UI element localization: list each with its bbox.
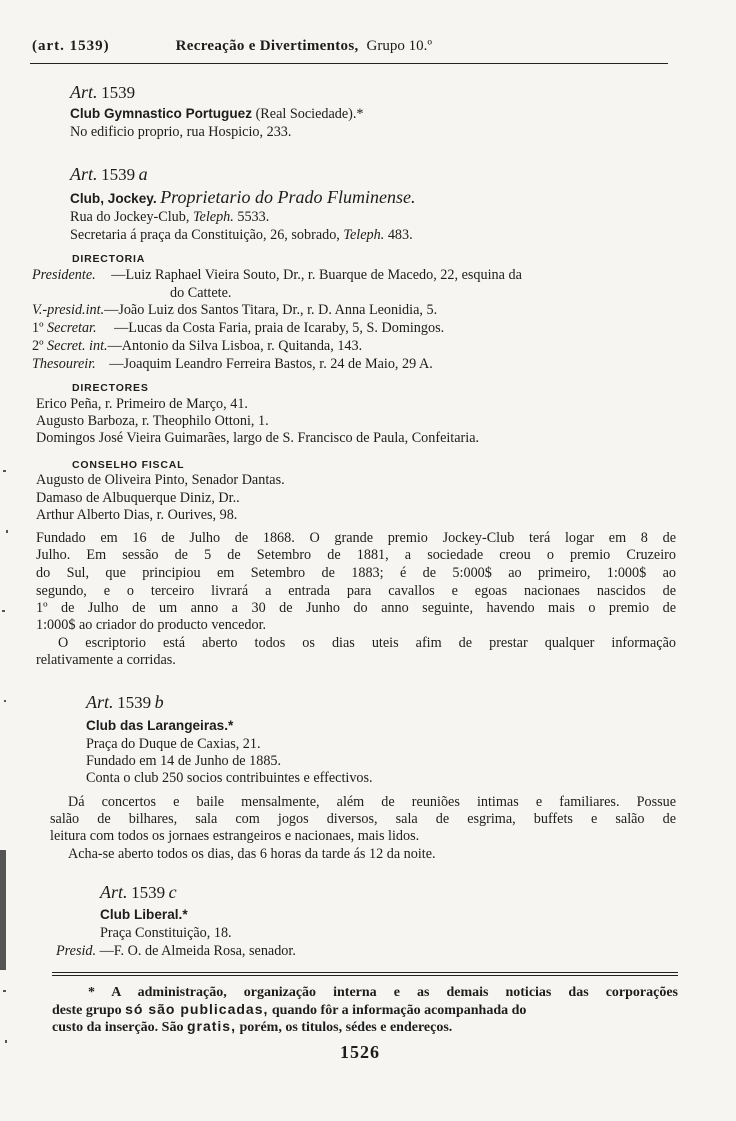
history-paragraph-line: 1:000$ ao criador do producto vencedor.	[36, 617, 267, 633]
section-title-directoria: DIRECTORIA	[72, 253, 146, 265]
footnote-line: custo da inserção. São gratis, porém, os titulos, sédes e endereços.	[52, 1018, 453, 1035]
article-heading: Art. 1539 b	[86, 692, 164, 712]
scan-edge-noise	[0, 90, 14, 1090]
header-article-ref: (art. 1539)	[32, 38, 110, 54]
officer-line: 1º Secretar. —Lucas da Costa Faria, praia de Icaraby, 5, S. Domingos.	[32, 320, 445, 336]
header-section-title: Recreação e Divertimentos,	[175, 38, 359, 54]
address-line: Praça do Duque de Caxias, 21.	[86, 736, 261, 752]
article-heading: Art. 1539	[70, 82, 136, 102]
history-paragraph-line: segundo, e o terceiro livrará a entrada para cavallos e egoas nacionaes nascidos de	[36, 583, 676, 599]
founded-line: Fundado em 14 de Junho de 1885.	[86, 753, 282, 769]
address-line: Praça Constituição, 18.	[100, 925, 232, 941]
officer-line: 2º Secret. int.—Antonio da Silva Lisboa, r. Quitanda, 143.	[32, 338, 363, 354]
club-name: Club Gymnastico Portuguez (Real Sociedade).*	[70, 106, 364, 122]
club-name: Club Liberal.*	[100, 907, 188, 922]
director-line: Domingos José Vieira Guimarães, largo de S. Francisco de Paula, Confeitaria.	[36, 430, 480, 446]
section-title-directores: DIRECTORES	[72, 382, 149, 394]
history-paragraph-line: Fundado em 16 de Julho de 1868. O grande premio Jockey-Club terá logar em 8 de	[36, 530, 676, 546]
footnote-line: deste grupo só são publicadas, quando fôr a informação acompanhada do	[52, 1001, 527, 1018]
activities-paragraph-line: Dá concertos e baile mensalmente, além de reuniões intimas e familiares. Possue	[68, 794, 676, 810]
section-title-conselho: CONSELHO FISCAL	[72, 459, 185, 471]
club-name: Club das Larangeiras.*	[86, 718, 234, 733]
history-paragraph-line: 1º de Julho de um anno a 30 de Junho do anno seguinte, havendo mais o premio de	[36, 600, 676, 616]
officer-line: V.-presid.int.—João Luiz dos Santos Titara, Dr., r. D. Anna Leonidia, 5.	[32, 302, 438, 318]
activities-paragraph-line: salão de bilhares, sala com jogos diversos, sala de esgrima, buffets e salão de	[50, 811, 676, 827]
header-rule	[30, 63, 668, 64]
footnote-line: * A administração, organização interna e as demais noticias das corporações	[88, 985, 678, 1000]
article-heading: Art. 1539 c	[100, 882, 177, 902]
history-paragraph-line: do Sul, que principiou em Setembro de 1883; é de 5:000$ ao primeiro, 1:000$ ao	[36, 565, 676, 581]
office-paragraph-line: O escriptorio está aberto todos os dias uteis afim de prestar qualquer informação	[58, 635, 676, 651]
council-line: Damaso de Albuquerque Diniz, Dr..	[36, 490, 240, 506]
article-heading: Art. 1539 a	[70, 164, 148, 184]
activities-paragraph-line: leitura com todos os jornaes estrangeiros e nacionaes, mais lidos.	[50, 828, 420, 844]
officer-line: Presidente. —Luiz Raphael Vieira Souto, Dr., r. Buarque de Macedo, 22, esquina da	[32, 267, 522, 283]
footnote-rule	[52, 972, 678, 973]
council-line: Augusto de Oliveira Pinto, Senador Dantas.	[36, 472, 285, 488]
president-line: Presid. —F. O. de Almeida Rosa, senador.	[56, 943, 296, 959]
members-line: Conta o club 250 socios contribuintes e effectivos.	[86, 770, 373, 786]
address-line: No edificio proprio, rua Hospicio, 233.	[70, 124, 292, 140]
office-paragraph-line: relativamente a corridas.	[36, 652, 176, 668]
club-name: Club, Jockey. Proprietario do Prado Fluminense.	[70, 187, 416, 207]
secretariat-line: Secretaria á praça da Constituição, 26, sobrado, Teleph. 483.	[70, 227, 413, 243]
officer-line: Thesoureir. —Joaquim Leandro Ferreira Bastos, r. 24 de Maio, 29 A.	[32, 356, 433, 372]
officer-line-continuation: do Cattete.	[170, 285, 232, 301]
director-line: Erico Peña, r. Primeiro de Março, 41.	[36, 396, 248, 412]
director-line: Augusto Barboza, r. Theophilo Ottoni, 1.	[36, 413, 269, 429]
history-paragraph-line: Julho. Em sessão de 5 de Setembro de 1881, a sociedade creou o premio Cruzeiro	[36, 547, 676, 563]
footnote-rule	[52, 975, 678, 976]
running-header	[32, 38, 666, 56]
page-number: 1526	[340, 1042, 380, 1062]
address-line: Rua do Jockey-Club, Teleph. 5533.	[70, 209, 270, 225]
header-group: Grupo 10.º	[366, 38, 433, 54]
council-line: Arthur Alberto Dias, r. Ourives, 98.	[36, 507, 238, 523]
hours-line: Acha-se aberto todos os dias, das 6 horas da tarde ás 12 da noite.	[68, 846, 436, 862]
